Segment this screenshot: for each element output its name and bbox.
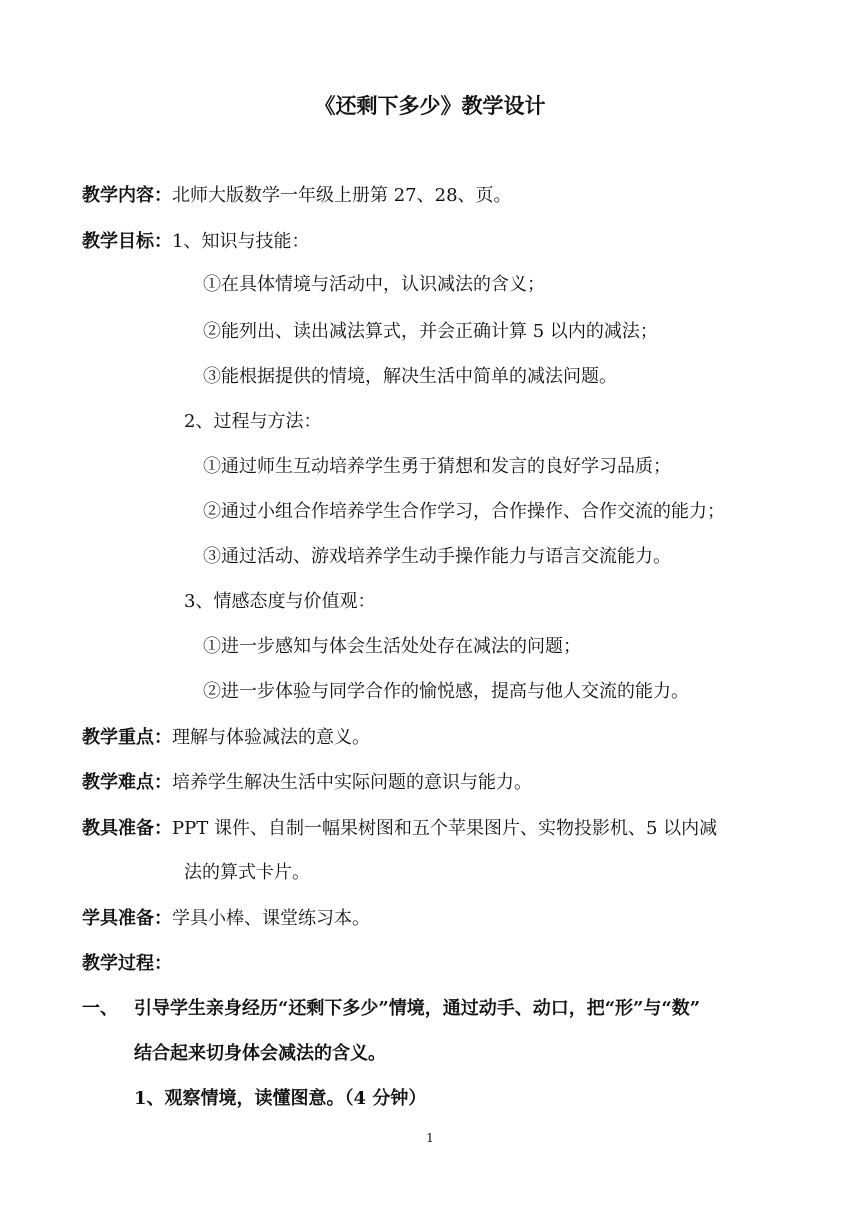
process-item: ②通过小组合作培养学生合作学习，合作操作、合作交流的能力；: [203, 501, 725, 522]
knowledge-heading: 1、知识与技能：: [172, 231, 310, 252]
difficulty-row: [82, 771, 532, 795]
teaching-aids-row: [82, 817, 717, 841]
document-title: 《还剩下多少》教学设计: [314, 93, 546, 118]
key-point-row: [82, 726, 370, 750]
teaching-aids-text: PPT 课件、自制一幅果树图和五个苹果图片、实物投影机、5 以内减: [172, 818, 718, 839]
subsection-title: 1、观察情境，读懂图意。（4 分钟）: [134, 1088, 427, 1109]
objectives-row: [82, 230, 309, 254]
difficulty-label: 教学难点：: [82, 772, 172, 793]
difficulty-text: 培养学生解决生活中实际问题的意识与能力。: [172, 772, 532, 793]
knowledge-item: ②能列出、读出减法算式，并会正确计算 5 以内的减法；: [203, 321, 658, 342]
objectives-label: 教学目标：: [82, 231, 172, 252]
section-title: 引导学生亲身经历“还剩下多少”情境，通过动手、动口，把“形”与“数”: [134, 998, 701, 1019]
content-text: 北师大版数学一年级上册第 27、28、页。: [172, 185, 512, 206]
key-point-label: 教学重点：: [82, 727, 172, 748]
emotion-item: ②进一步体验与同学合作的愉悦感，提高与他人交流的能力。: [203, 681, 689, 702]
knowledge-item: ③能根据提供的情境，解决生活中简单的减法问题。: [203, 366, 617, 387]
emotion-item: ①进一步感知与体会生活处处存在减法的问题；: [203, 636, 581, 657]
knowledge-item: ①在具体情境与活动中，认识减法的含义；: [203, 274, 545, 295]
learning-aids-text: 学具小棒、课堂练习本。: [172, 908, 370, 929]
emotion-heading: 3、情感态度与价值观：: [184, 591, 376, 612]
learning-aids-label: 学具准备：: [82, 908, 172, 929]
key-point-text: 理解与体验减法的意义。: [172, 727, 370, 748]
content-label: 教学内容：: [82, 185, 172, 206]
teaching-aids-label: 教具准备：: [82, 818, 172, 839]
learning-aids-row: [82, 907, 370, 931]
process-item: ③通过活动、游戏培养学生动手操作能力与语言交流能力。: [203, 546, 671, 567]
teaching-aids-continued: 法的算式卡片。: [184, 862, 310, 883]
page-number: 1: [426, 1131, 434, 1145]
section-title-continued: 结合起来切身体会减法的含义。: [134, 1043, 386, 1064]
process-item: ①通过师生互动培养学生勇于猜想和发言的良好学习品质；: [203, 456, 671, 477]
section-number: 一、: [82, 998, 118, 1019]
process-section-heading: 教学过程：: [82, 953, 172, 974]
content-row: [82, 184, 512, 208]
process-heading: 2、过程与方法：: [184, 411, 322, 432]
